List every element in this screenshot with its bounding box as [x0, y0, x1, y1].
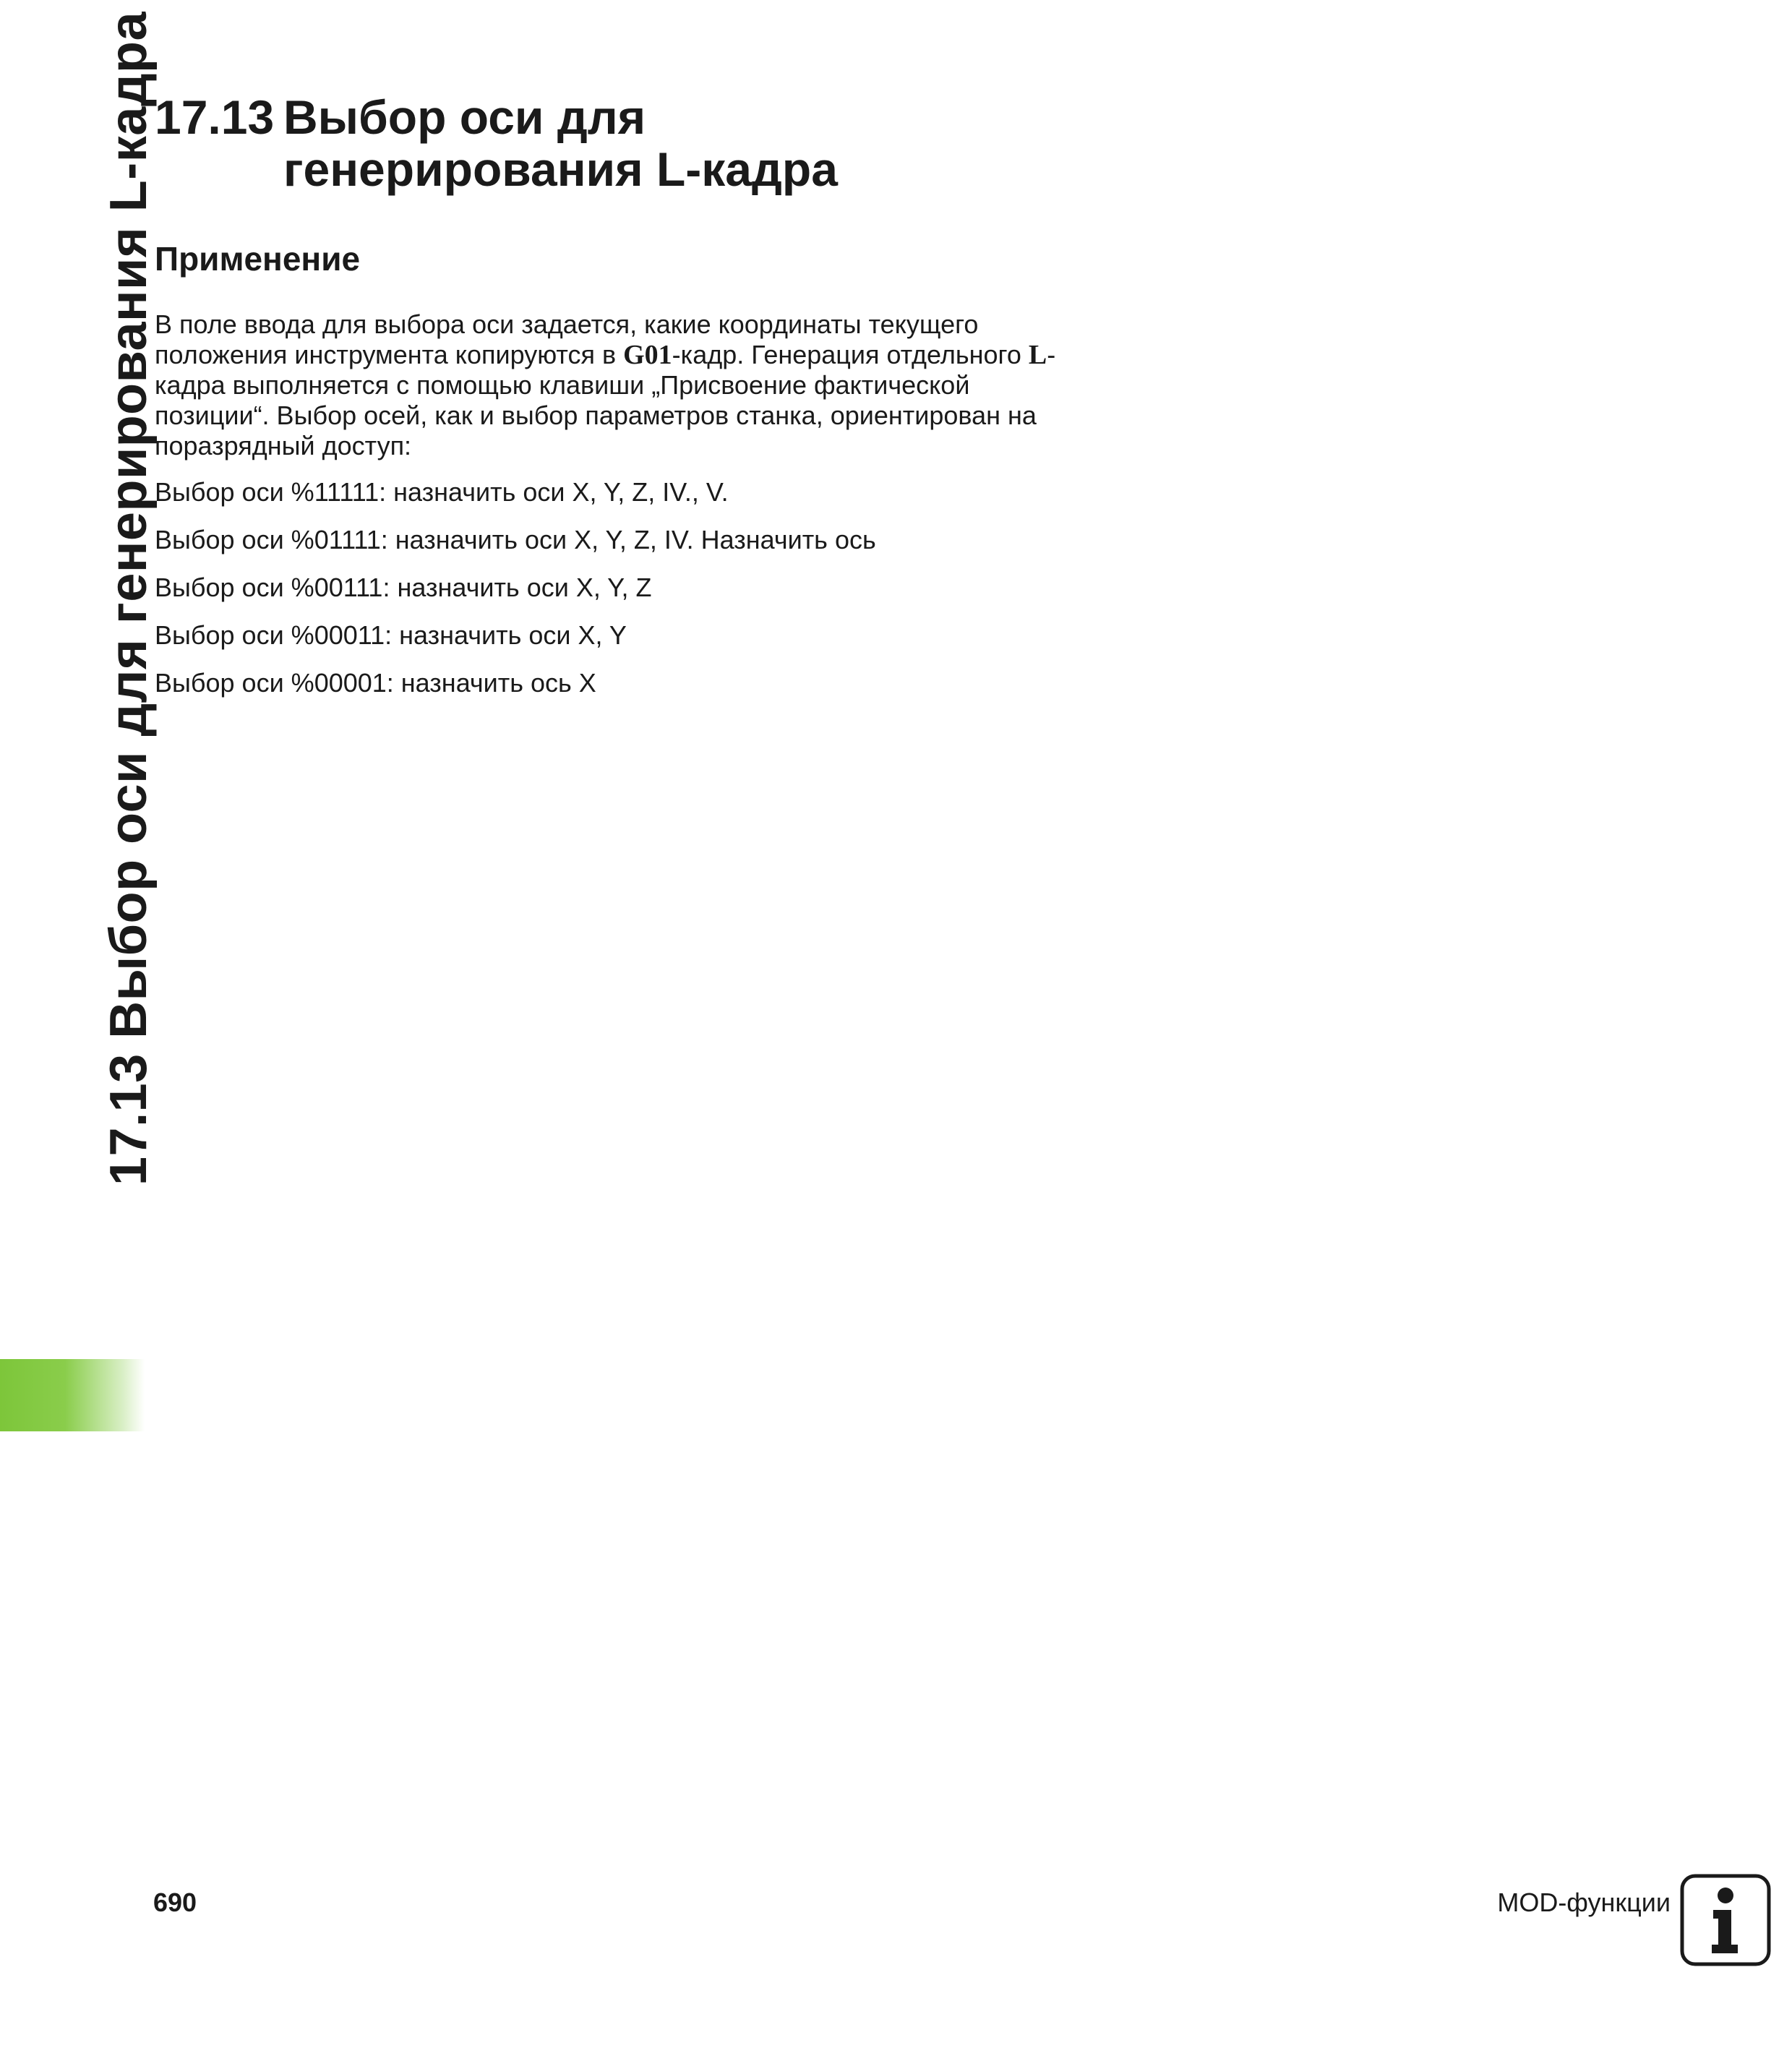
intro-code-l: L [1028, 340, 1047, 370]
intro-part2: -кадр. Генерация отдельного [672, 340, 1029, 369]
intro-code-g01: G01 [623, 340, 672, 370]
page-number: 690 [153, 1888, 197, 1917]
info-icon [1680, 1874, 1771, 1966]
intro-part1: В поле ввода для выбора оси задается, какие координаты текущего положения инструмента копируются в [155, 309, 979, 369]
subheading: Применение [155, 240, 361, 278]
axis-line: Выбор оси %00001: назначить ось X [155, 668, 596, 698]
axis-line: Выбор оси %00111: назначить оси X, Y, Z [155, 573, 652, 602]
axis-line: Выбор оси %01111: назначить оси X, Y, Z, IV. Назначить ось [155, 525, 876, 554]
section-number: 17.13 [155, 90, 275, 144]
chapter-tab [0, 1359, 145, 1431]
section-title-line1: Выбор оси для [283, 90, 646, 144]
axis-line: Выбор оси %11111: назначить оси X, Y, Z, IV., V. [155, 477, 729, 507]
body-text [155, 309, 1058, 716]
section-title [283, 91, 1079, 195]
side-chapter-title: 17.13 Выбор оси для генерирования L-кадра [100, 11, 158, 1186]
intro-paragraph [155, 309, 1058, 461]
axis-line: Выбор оси %00011: назначить оси X, Y [155, 620, 627, 650]
section-title-line2: генерирования L-кадра [283, 142, 838, 196]
footer-chapter-name: MOD-функции [1497, 1888, 1671, 1917]
intro-part3: -кадра выполняется с помощью клавиши „Присвоение фактической позиции“. Выбор осей, как и выбор параметров станка, ориентирован на поразрядный доступ: [155, 340, 1056, 460]
